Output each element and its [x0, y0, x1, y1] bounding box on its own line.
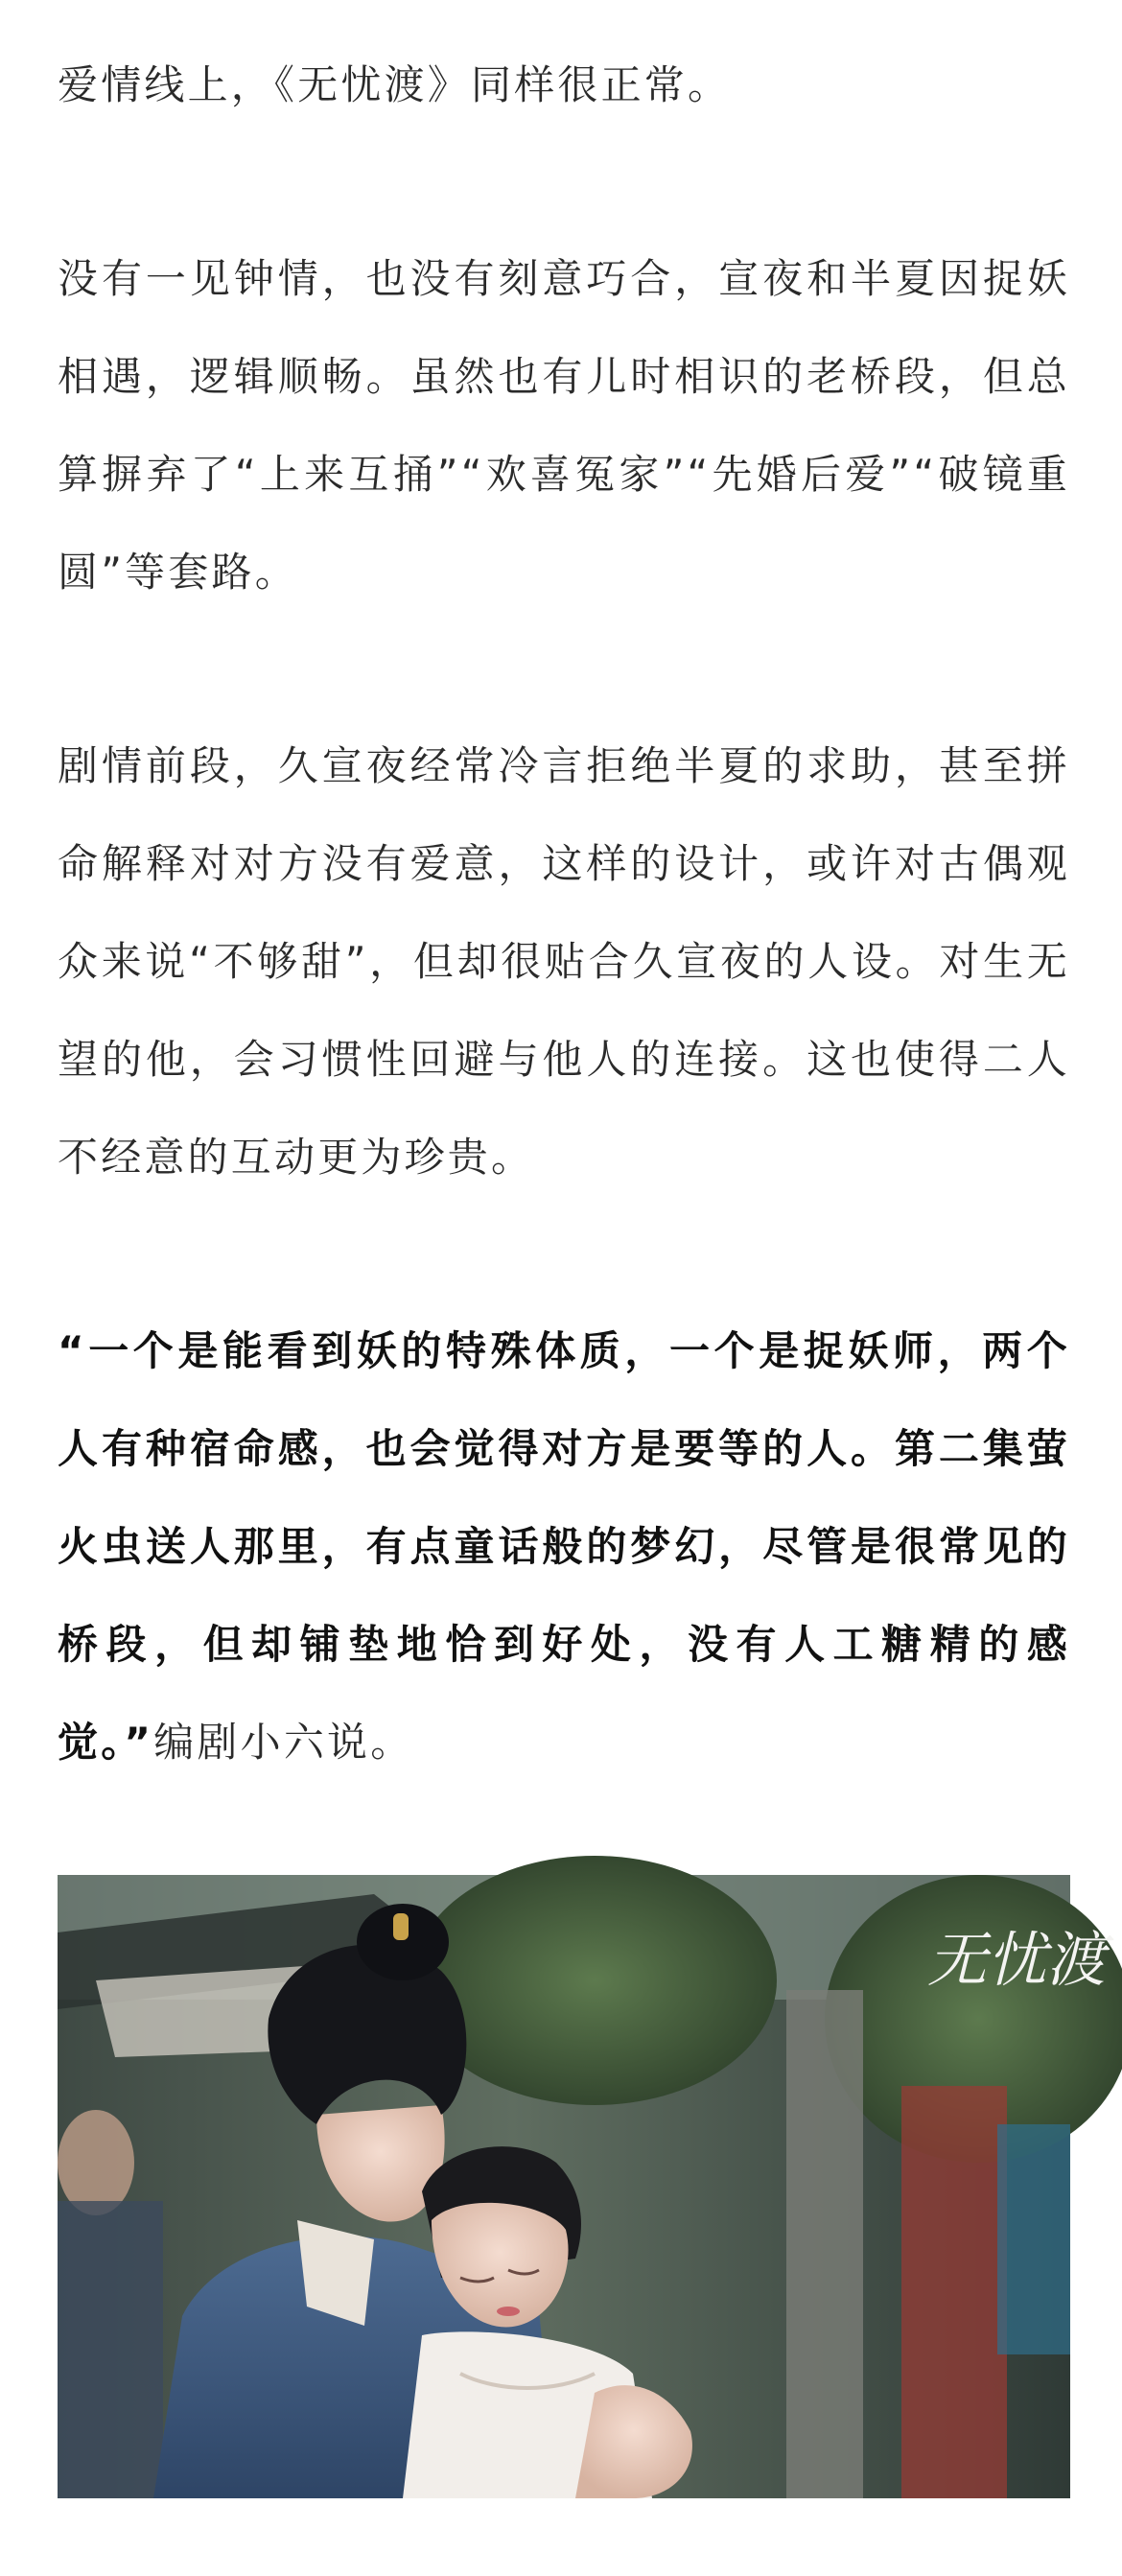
paragraph-1: 爱情线上，《无忧渡》同样很正常。: [58, 61, 732, 108]
title-calligraphy: [927, 1925, 1114, 1995]
screenwriter-quote: “一个是能看到妖的特殊体质，一个是捉妖师，两个人有种宿命感，也会觉得对方是要等的人。第二集萤火虫送人那里，有点童话般的梦幻，尽管是很常见的桥段，但却铺垫地恰到好处，没有人工糖精的感觉。”: [58, 1327, 1070, 1766]
paragraph-gap: [58, 134, 1070, 230]
paragraph-2: 没有一见钟情，也没有刻意巧合，宣夜和半夏因捉妖相遇，逻辑顺畅。虽然也有儿时相识的老桥段，但总算摒弃了“上来互捅”“欢喜冤家”“先婚后爱”“破镜重圆”等套路。: [58, 255, 1070, 596]
quote-attribution: 编剧小六说。: [153, 1719, 414, 1766]
svg-text:无忧渡: 无忧渡: [926, 1925, 1107, 1995]
article-body: [58, 36, 1070, 1791]
paragraph-3: 剧情前段，久宣夜经常冷言拒绝半夏的求助，甚至拼命解释对对方没有爱意，这样的设计，或许对古偶观众来说“不够甜”，但却很贴合久宣夜的人设。对生无望的他，会习惯性回避与他人的连接。这也使得二人不经意的互动更为珍贵。: [58, 742, 1070, 1181]
paragraph-gap: [58, 621, 1070, 717]
paragraph-gap: [58, 1206, 1070, 1302]
quote-paragraph: [58, 1302, 1070, 1791]
drama-still-image: [58, 1875, 1107, 2498]
